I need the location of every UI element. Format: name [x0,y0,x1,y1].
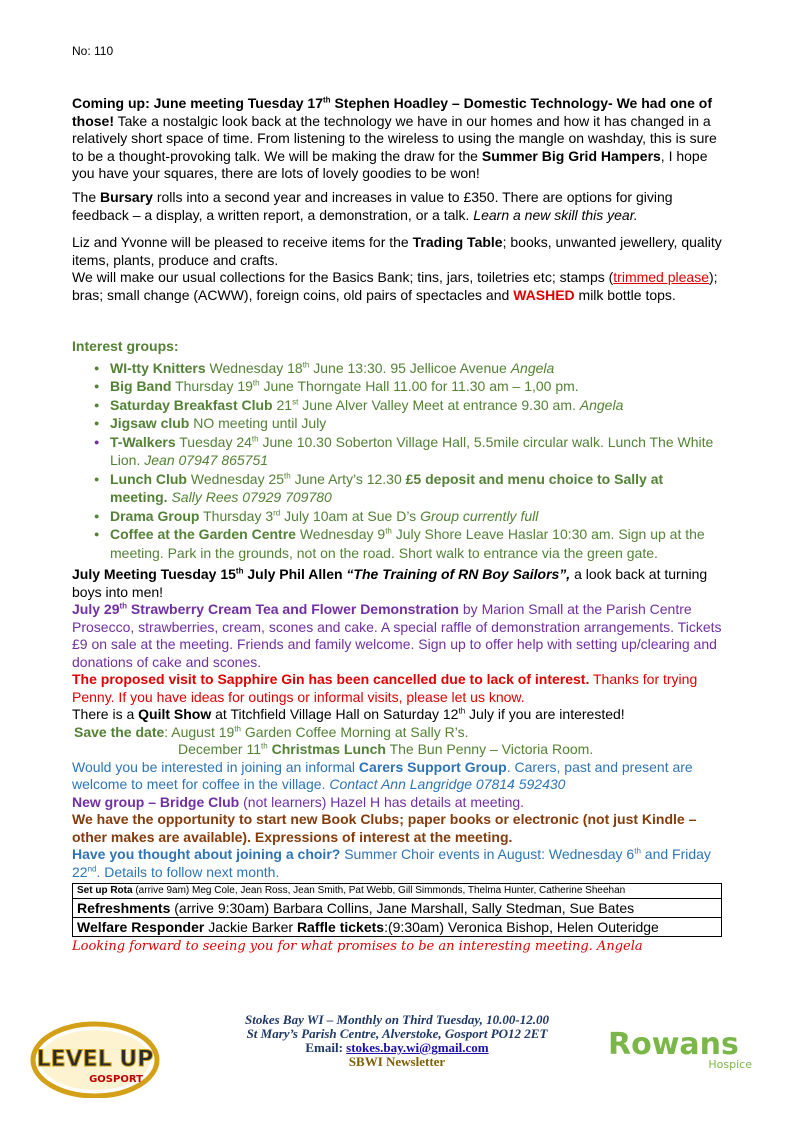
group-name: Drama Group [110,507,200,524]
group-text: NO meeting until July [189,415,327,431]
bursary-italic: Learn a new skill this year. [473,206,638,223]
june-text-a: Take a nostalgic look back at the technology we have in our homes and how it has changed in a relatively short space of time. From listening to the wireless to using the mangle on washday, this is sure to be a thought-provoking talk. We will be making the draw for the [72,112,717,164]
june-heading-b: Stephen Hoadley – Domestic Technology- We had one of those! [72,95,713,129]
save-date-paragraph [72,724,722,759]
strawberry-bold-b: Strawberry Cream Tea and Flower Demonstration [127,601,459,617]
list-item [110,359,722,378]
strawberry-sup: th [119,601,128,611]
june-meeting-paragraph [72,95,722,183]
welfare-label: Welfare Responder [77,919,205,935]
group-text: Wednesday 18 [205,359,303,376]
group-text: Wednesday 9 [295,526,386,542]
list-item [110,525,722,562]
june-text-b: , I hope you have your squares, there are lots of lovely goodies to be won! [72,147,708,181]
choir-sup2: nd [87,863,97,873]
group-text: Wednesday 25 [187,470,285,487]
table-row [73,918,722,937]
interest-list [72,359,722,563]
setup-rota-cell [73,884,722,899]
save-date-line2sup: th [261,741,268,751]
july-sup: th [235,566,244,576]
group-italic: Angela [579,396,624,413]
group-text2: July 10am at Sue D’s [280,507,421,524]
group-italic: Jean 07947 865751 [144,452,269,468]
trading-bold: Trading Table [412,234,503,250]
choir-text3: . Details to follow next month. [96,863,280,880]
svg-text:LEVEL UP: LEVEL UP [36,1047,154,1072]
collections-b: ); bras; small change (ACWW), foreign coins, old pairs of spectacles and [72,269,718,303]
group-italic: Angela [510,359,555,376]
lower-section [72,566,722,954]
raffle-label: Raffle tickets [296,919,385,935]
bursary-text: rolls into a second year and increases in value to £350. There are options for giving feedback – a display, a written report, a demonstration, or a talk. [72,189,673,223]
quilt-paragraph [72,706,722,724]
group-text2: June 10.30 Soberton Village Hall, 5.5mile circular walk. Lunch The White Lion. [110,433,714,468]
group-name: Jigsaw club [110,415,190,431]
setup-label: Set up Rota [77,885,133,896]
table-row [73,884,722,899]
june-heading-a: Coming up: June meeting Tuesday 17 [72,95,324,111]
group-italic: Group currently full [420,507,539,524]
list-item [110,396,722,415]
choir-sup1: th [634,846,641,856]
email-link[interactable]: stokes.bay.wi@gmail.com [346,1040,489,1055]
save-date-line1a: : August 19 [164,723,235,740]
carers-italic: Contact Ann Langridge 07814 592430 [329,776,566,792]
svg-text:Rowans: Rowans [608,1027,739,1062]
choir-text: Summer Choir events in August: Wednesday 6 [340,846,635,862]
group-sup: th [284,470,291,480]
group-sup: st [292,396,299,406]
group-text2: June Arty’s 12.30 [290,470,406,487]
list-item [110,414,722,433]
svg-text:Hospice: Hospice [708,1058,752,1071]
svg-text:GOSPORT: GOSPORT [89,1074,143,1085]
bursary-paragraph [72,189,722,224]
rota-table [72,883,722,937]
group-name: Lunch Club [110,470,187,487]
group-name: WI-tty Knitters [110,359,206,376]
group-name: Coffee at the Garden Centre [110,526,296,542]
group-bold2: £5 deposit and menu choice to Sally at meeting. [110,470,664,505]
interest-heading: Interest groups: [72,338,179,354]
issue-number: No: 110 [72,44,114,58]
list-item [110,507,722,526]
bursary-word: Bursary [100,189,153,205]
quilt-text: at Titchfield Village Hall on Saturday 12 [211,706,459,722]
save-date-line1b: Garden Coffee Morning at Sally R’s. [241,723,469,740]
july-meeting-paragraph [72,566,722,601]
quilt-text2: July if you are interested! [465,706,625,722]
washed-text: WASHED [513,286,575,303]
july-text: a look back at turning boys into men! [72,566,708,600]
group-name: Big Band [110,378,172,394]
group-text2: June 13:30. 95 Jellicoe Avenue [309,359,511,376]
bridge-bold: New group – Bridge Club [72,793,240,810]
group-sup: rd [273,507,281,517]
save-date-label: Save the date [74,723,165,740]
group-sup: th [302,359,310,369]
collections-a: We will make our usual collections for the Basics Bank; tins, jars, toiletries etc; stamps ( [72,269,614,285]
group-text: Thursday 3 [199,507,274,524]
quilt-pre: There is a [72,706,139,722]
footer-newsletter: SBWI Newsletter [348,1054,446,1069]
quilt-sup: th [458,706,466,716]
group-text: Thursday 19 [171,378,253,394]
book-clubs-paragraph: We have the opportunity to start new Book Clubs; paper books or electronic (not just Kindle – other makes are available). Expressions of interest at the meeting. [72,811,697,845]
table-row [73,899,722,918]
footer-line1: Stokes Bay WI – Monthly on Third Tuesday, 10.00-12.00 [245,1012,549,1027]
list-item [110,470,722,507]
choir-bold: Have you thought about joining a choir? [72,846,341,862]
footer-line2: St Mary’s Parish Centre, Alverstoke, Gosport PO12 2ET [246,1026,548,1041]
list-item [110,377,722,396]
carers-pre: Would you be interested in joining an informal [72,758,359,775]
welfare-raffle-cell [73,918,722,937]
footer [0,1013,794,1069]
group-text2: June Thorngate Hall 11.00 for 11.30 am – 1,00 pm. [259,378,579,394]
trading-post: ; books, unwanted jewellery, quality items, plants, produce and crafts. [72,234,722,268]
save-date-line2b: The Bun Penny – Victoria Room. [385,741,594,757]
carers-paragraph [72,759,722,794]
group-sup: th [251,433,259,443]
group-sup: th [385,526,392,536]
sapphire-text: Thanks for trying Penny. If you have ideas for outings or informal visits, please let us know. [72,671,698,705]
july-bold-b: July Phil Allen [243,566,347,582]
save-date-line2bold: Christmas Lunch [267,741,386,757]
strawberry-text: by Marion Small at the Parish Centre Prosecco, strawberries, cream, scones and cake. A special raffle of demonstration arrangements. Tickets £9 on sale at the meeting. Friends and family welcome. Sign up to offer help with setting up/clearing and donations of cake and scones. [72,601,722,670]
hampers-text: Summer Big Grid Hampers [481,147,661,164]
carers-bold: Carers Support Group [358,758,507,775]
raffle-text: :(9:30am) Veronica Bishop, Helen Outeridge [384,919,659,935]
bridge-text: (not learners) Hazel H has details at meeting. [239,793,525,810]
group-text2: July Shore Leave Haslar 10:30 am. Sign up at the meeting. Park in the grounds, not on the road. Short walk to entrance via the green gate. [110,526,705,561]
trading-pre: Liz and Yvonne will be pleased to receive items for the [72,234,413,250]
july-talk-title: “The Training of RN Boy Sailors”, [346,566,571,582]
refresh-text: (arrive 9:30am) Barbara Collins, Jane Marshall, Sally Stedman, Sue Bates [170,900,635,916]
group-text: Tuesday 24 [175,433,252,450]
strawberry-paragraph [72,601,722,671]
group-text2: June Alver Valley Meet at entrance 9.30 am. [298,396,580,413]
refreshments-cell [73,899,722,918]
interest-groups [72,338,722,562]
welfare-text: Jackie Barker [204,919,297,935]
group-text: 21 [272,396,293,413]
sapphire-paragraph [72,671,722,706]
email-label: Email: [305,1040,347,1055]
bridge-paragraph [72,794,722,812]
group-name: Saturday Breakfast Club [110,396,273,413]
carers-text: . Carers, past and present are welcome to meet for coffee in the village. [72,758,693,792]
bursary-pre: The [72,189,101,205]
save-date-line2a: December 11 [178,741,262,757]
footer-email-line [0,1041,794,1055]
list-item [110,433,722,470]
june-heading-sup: th [323,95,331,105]
collections-c: milk bottle tops. [574,286,676,303]
group-italic: Sally Rees 07929 709780 [167,489,332,505]
sapphire-bold: The proposed visit to Sapphire Gin has been cancelled due to lack of interest. [72,671,590,687]
strawberry-bold-a: July 29 [72,601,120,617]
group-name: T-Walkers [110,433,176,450]
save-date-line1sup: th [234,723,241,733]
choir-text2: and Friday 22 [72,846,711,880]
trading-paragraph [72,234,722,304]
july-bold-a: July Meeting Tuesday 15 [72,566,236,582]
quilt-bold: Quilt Show [138,706,212,722]
group-sup: th [252,378,260,388]
refresh-label: Refreshments [77,900,171,916]
setup-text: (arrive 9am) Meg Cole, Jean Ross, Jean Smith, Pat Webb, Gill Simmonds, Thelma Hunter, Catherine Sheehan [132,885,626,896]
choir-paragraph [72,846,722,881]
closing-message: Looking forward to seeing you for what promises to be an interesting meeting. Angela [72,939,643,954]
trimmed-please: trimmed please [613,269,709,285]
